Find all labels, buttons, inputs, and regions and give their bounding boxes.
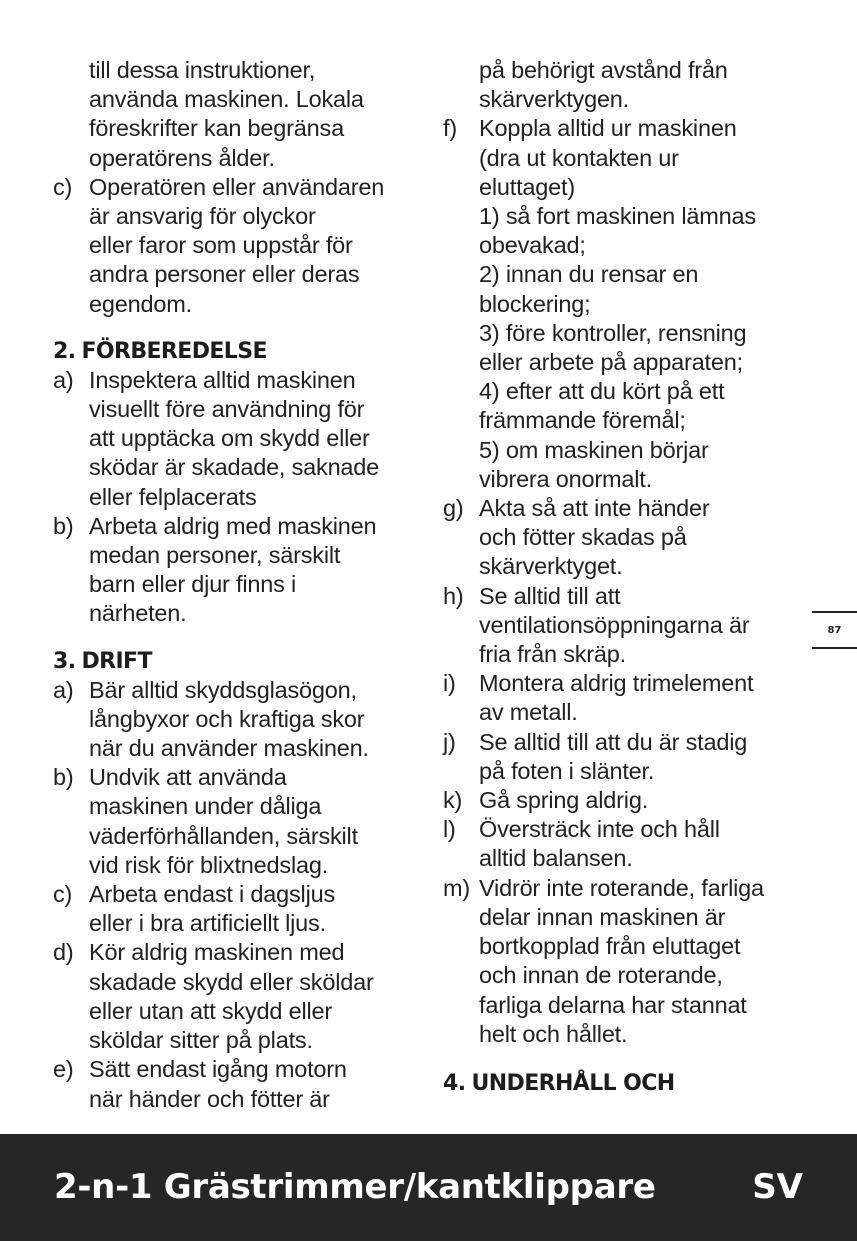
- left-column: [53, 56, 428, 1114]
- list-item-c: [53, 880, 428, 938]
- item-text: Koppla alltid ur maskinen (dra ut kontakten ur eluttaget) 1) så fort maskinen lämnas obevakad; 2) innan du rensar en blockering; 3) före kontroller, rensning eller arbete på apparaten; 4) efter att du kört på ett främmande föremål; 5) om maskinen börjar vibrera onormalt.: [479, 115, 756, 492]
- item-text: Operatören eller användaren är ansvarig för olyckor eller faror som uppstår för andra personer eller deras egendom.: [89, 173, 385, 317]
- item-text: Undvik att använda maskinen under dåliga väderförhållanden, särskilt vid risk för blixtnedslag.: [89, 764, 358, 878]
- list-item-b-continuation: [53, 56, 428, 173]
- item-marker: m): [443, 874, 471, 901]
- item-text: Kör aldrig maskinen med skadade skydd eller sköldar eller utan att skydd eller sköldar sitter på plats.: [89, 939, 374, 1054]
- section-heading-operation: [53, 647, 428, 676]
- item-text: Arbeta endast i dagsljus eller i bra artificiellt ljus.: [89, 881, 336, 937]
- item-text: på behörigt avstånd från skärverktygen.: [479, 57, 728, 113]
- item-marker: j): [443, 728, 456, 755]
- list-item-a: [53, 676, 428, 764]
- item-text: Översträck inte och håll alltid balansen.: [479, 816, 720, 872]
- list-item-l: [443, 815, 811, 873]
- item-marker: i): [443, 670, 456, 697]
- item-marker: e): [53, 1056, 74, 1083]
- item-text: Akta så att inte händer och fötter skadas på skärverktyget.: [479, 495, 710, 580]
- item-marker: a): [53, 366, 74, 393]
- item-text: Sätt endast igång motorn när händer och fötter är: [89, 1056, 347, 1112]
- section-heading-maintenance: [443, 1069, 811, 1098]
- list-item-k: [443, 786, 811, 815]
- item-text: Gå spring aldrig.: [479, 787, 649, 814]
- list-item-g: [443, 494, 811, 582]
- item-marker: k): [443, 787, 463, 814]
- section-number: 2.: [53, 338, 76, 364]
- list-item-a: [53, 366, 428, 512]
- section-title: DRIFT: [81, 648, 152, 674]
- item-text: Se alltid till att du är stadig på foten i slänter.: [479, 728, 748, 784]
- section-number: 3.: [53, 648, 76, 674]
- item-text: Montera aldrig trimelement av metall.: [479, 670, 754, 726]
- item-text: Bär alltid skyddsglasögon, långbyxor och kraftiga skor när du använder maskinen.: [89, 676, 369, 762]
- item-text: Se alltid till att ventilationsöppningarna är fria från skräp.: [479, 582, 750, 668]
- product-title: 2-n-1 Grästrimmer/kantklippare: [54, 1167, 656, 1207]
- list-item-c: [53, 173, 428, 319]
- item-marker: g): [443, 495, 464, 522]
- item-text: Inspektera alltid maskinen visuellt före användning för att upptäcka om skydd eller sködar är skadade, saknade eller felplacerats: [89, 366, 380, 510]
- list-item-e-continuation: [443, 56, 811, 114]
- section-title: UNDERHÅLL OCH: [471, 1070, 675, 1096]
- item-marker: b): [53, 764, 74, 791]
- list-item-j: [443, 728, 811, 786]
- item-text: Vidrör inte roterande, farliga delar innan maskinen är bortkopplad från eluttaget och innan de roterande, farliga delarna har stannat helt och hållet.: [479, 874, 764, 1047]
- page-number-tab: [812, 611, 857, 649]
- item-text: till dessa instruktioner, använda maskinen. Lokala föreskrifter kan begränsa operatörens ålder.: [89, 57, 364, 171]
- item-marker: c): [53, 173, 73, 200]
- right-column: [443, 56, 811, 1098]
- item-marker: b): [53, 512, 74, 539]
- item-marker: c): [53, 881, 73, 908]
- section-heading-preparation: [53, 337, 428, 366]
- section-number: 4.: [443, 1070, 466, 1096]
- list-item-e: [53, 1055, 428, 1113]
- list-item-m: [443, 874, 811, 1049]
- list-item-f: [443, 114, 811, 494]
- footer-bar: [0, 1134, 857, 1241]
- item-text: Arbeta aldrig med maskinen medan personer, särskilt barn eller djur finns i närheten.: [89, 512, 377, 627]
- item-marker: l): [443, 816, 456, 843]
- list-item-i: [443, 669, 811, 727]
- section-title: FÖRBEREDELSE: [81, 338, 267, 364]
- item-marker: a): [53, 676, 74, 703]
- item-marker: h): [443, 582, 464, 609]
- list-item-b: [53, 512, 428, 629]
- list-item-d: [53, 938, 428, 1055]
- language-code: SV: [752, 1167, 803, 1207]
- item-marker: f): [443, 115, 457, 142]
- page-number: 87: [827, 624, 842, 636]
- item-marker: d): [53, 939, 74, 966]
- list-item-h: [443, 582, 811, 670]
- list-item-b: [53, 763, 428, 880]
